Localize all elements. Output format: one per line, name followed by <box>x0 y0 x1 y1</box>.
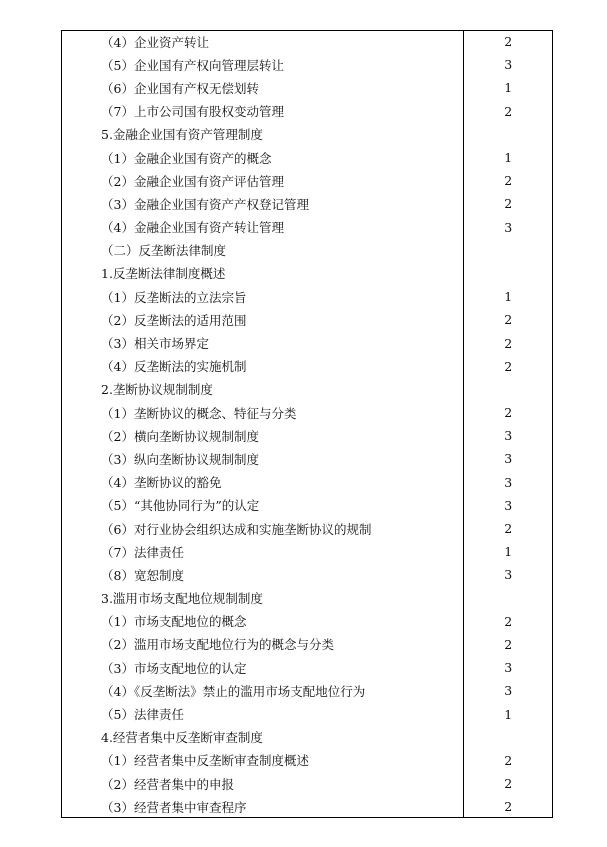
syllabus-item-level: 1 <box>504 150 513 166</box>
syllabus-item-text: （5）企业国有产权向管理层转让 <box>61 53 463 76</box>
table-row <box>61 795 553 818</box>
syllabus-item-text: （2）经营者集中的申报 <box>61 772 463 795</box>
table-row <box>61 76 553 99</box>
table-row <box>61 100 553 123</box>
table-row <box>61 471 553 494</box>
syllabus-item-text: （7）上市公司国有股权变动管理 <box>61 100 463 123</box>
syllabus-item-text: （7）法律责任 <box>61 540 463 563</box>
syllabus-item-text: （2）金融企业国有资产评估管理 <box>61 169 463 192</box>
syllabus-item-level <box>463 123 553 146</box>
syllabus-item-text: （3）相关市场界定 <box>61 331 463 354</box>
syllabus-item-level: 2 <box>504 752 513 768</box>
table-row <box>61 772 553 795</box>
syllabus-item-level <box>463 587 553 610</box>
syllabus-item-level: 1 <box>504 544 513 560</box>
syllabus-item-level: 3 <box>504 428 513 444</box>
syllabus-item-text: （3）纵向垄断协议规制制度 <box>61 447 463 470</box>
syllabus-item-level: 1 <box>504 706 513 722</box>
syllabus-item-level: 2 <box>504 405 513 421</box>
syllabus-item-level: 2 <box>504 335 513 351</box>
table-row <box>61 239 553 262</box>
table-row <box>61 633 553 656</box>
table-row <box>61 494 553 517</box>
syllabus-item-level: 3 <box>504 567 513 583</box>
table-row <box>61 610 553 633</box>
syllabus-item-text: 5.金融企业国有资产管理制度 <box>61 123 463 146</box>
syllabus-item-level: 3 <box>504 660 513 676</box>
table-row <box>61 123 553 146</box>
syllabus-item-text: 3.滥用市场支配地位规制制度 <box>61 587 463 610</box>
table-row <box>61 656 553 679</box>
syllabus-item-text: （2）滥用市场支配地位行为的概念与分类 <box>61 633 463 656</box>
syllabus-item-text: （2）横向垄断协议规制制度 <box>61 424 463 447</box>
syllabus-item-level <box>463 378 553 401</box>
table-row <box>61 331 553 354</box>
table-row <box>61 378 553 401</box>
syllabus-item-level: 2 <box>504 103 513 119</box>
table-row <box>61 308 553 331</box>
syllabus-item-text: 4.经营者集中反垄断审查制度 <box>61 726 463 749</box>
syllabus-item-text: （4）反垄断法的实施机制 <box>61 355 463 378</box>
syllabus-item-level: 2 <box>504 776 513 792</box>
table-row <box>61 169 553 192</box>
syllabus-item-text: （2）反垄断法的适用范围 <box>61 308 463 331</box>
table-row <box>61 679 553 702</box>
table-row <box>61 146 553 169</box>
table-row <box>61 702 553 725</box>
syllabus-item-text: （5）法律责任 <box>61 702 463 725</box>
table-row <box>61 192 553 215</box>
table-row <box>61 355 553 378</box>
syllabus-item-text: （1）经营者集中反垄断审查制度概述 <box>61 749 463 772</box>
syllabus-item-text: （3）市场支配地位的认定 <box>61 656 463 679</box>
syllabus-item-level: 2 <box>504 799 513 815</box>
syllabus-body <box>61 30 553 818</box>
syllabus-item-text: 1.反垄断法律制度概述 <box>61 262 463 285</box>
syllabus-item-text: （6）企业国有产权无偿划转 <box>61 76 463 99</box>
table-row <box>61 53 553 76</box>
syllabus-item-level: 2 <box>504 613 513 629</box>
table-row <box>61 424 553 447</box>
syllabus-item-level: 2 <box>504 358 513 374</box>
syllabus-item-level: 2 <box>504 173 513 189</box>
table-row <box>61 726 553 749</box>
syllabus-item-level: 3 <box>504 683 513 699</box>
syllabus-item-text: （二）反垄断法律制度 <box>61 239 463 262</box>
syllabus-item-level: 1 <box>504 80 513 96</box>
table-row <box>61 517 553 540</box>
table-row <box>61 401 553 424</box>
table-row <box>61 563 553 586</box>
table-row <box>61 540 553 563</box>
syllabus-item-level: 2 <box>504 521 513 537</box>
syllabus-item-text: （5）“其他协同行为”的认定 <box>61 494 463 517</box>
syllabus-table <box>61 30 553 818</box>
table-row <box>61 587 553 610</box>
syllabus-item-text: （4）企业资产转让 <box>61 30 463 53</box>
syllabus-item-level: 3 <box>504 57 513 73</box>
syllabus-item-level: 3 <box>504 451 513 467</box>
syllabus-item-text: （1）市场支配地位的概念 <box>61 610 463 633</box>
syllabus-item-text: （3）经营者集中审查程序 <box>61 795 463 818</box>
syllabus-item-text: （1）反垄断法的立法宗旨 <box>61 285 463 308</box>
syllabus-item-level <box>463 239 553 262</box>
syllabus-item-level <box>463 726 553 749</box>
syllabus-item-text: （1）金融企业国有资产的概念 <box>61 146 463 169</box>
syllabus-item-level: 2 <box>504 196 513 212</box>
syllabus-item-text: （4）垄断协议的豁免 <box>61 471 463 494</box>
syllabus-item-level: 3 <box>504 497 513 513</box>
syllabus-item-level <box>463 262 553 285</box>
table-row <box>61 749 553 772</box>
syllabus-item-level: 3 <box>504 219 513 235</box>
table-row <box>61 216 553 239</box>
syllabus-item-text: 2.垄断协议规制制度 <box>61 378 463 401</box>
table-row <box>61 447 553 470</box>
table-row <box>61 262 553 285</box>
table-row <box>61 285 553 308</box>
syllabus-item-text: （3）金融企业国有资产产权登记管理 <box>61 192 463 215</box>
syllabus-item-text: （1）垄断协议的概念、特征与分类 <box>61 401 463 424</box>
syllabus-item-text: （4）金融企业国有资产转让管理 <box>61 216 463 239</box>
syllabus-item-level: 1 <box>504 289 513 305</box>
syllabus-item-level: 2 <box>504 34 513 50</box>
syllabus-item-text: （6）对行业协会组织达成和实施垄断协议的规制 <box>61 517 463 540</box>
syllabus-item-text: （4）《反垄断法》禁止的滥用市场支配地位行为 <box>61 679 463 702</box>
syllabus-item-level: 3 <box>504 474 513 490</box>
syllabus-item-level: 2 <box>504 312 513 328</box>
syllabus-item-text: （8）宽恕制度 <box>61 563 463 586</box>
table-row <box>61 30 553 53</box>
syllabus-item-level: 2 <box>504 636 513 652</box>
